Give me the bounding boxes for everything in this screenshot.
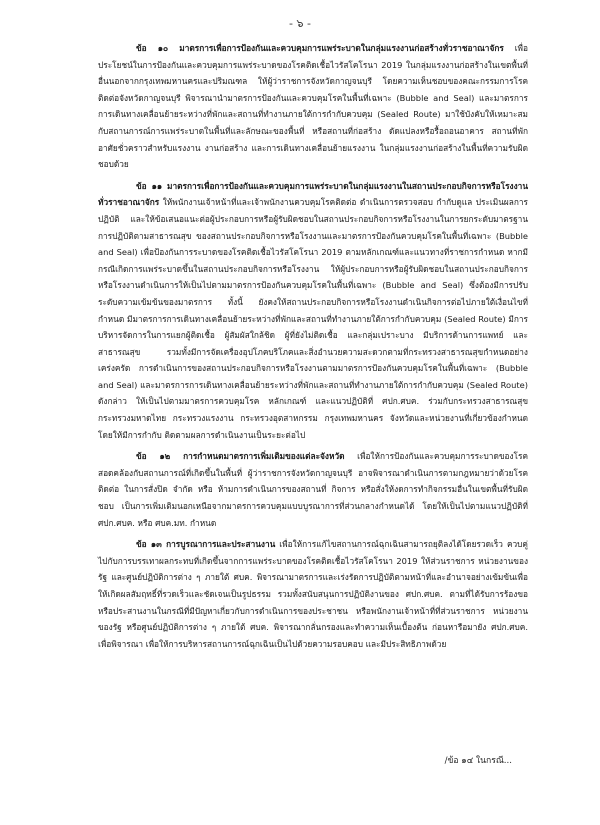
clause-12-heading: ข้อ ๑๒ การกำหนดมาตรการเพิ่มเติมของแต่ละจังหวัด — [136, 451, 345, 462]
clause-10 — [98, 40, 528, 173]
clause-12 — [98, 448, 528, 531]
clause-11-body: ให้พนักงานเจ้าหน้าที่และเจ้าพนักงานควบคุมโรคติดต่อ ดำเนินการตรวจสอบ กำกับดูแล ประเมินผลการปฏิบัติ และให้ข้อเสนอแนะต่อผู้ประกอบการหรือผู้รับผิดชอบในสถานประกอบกิจการหรือโรงงานในการยกระดับมาตรฐานการปฏิบัติตามสาธารณสุข ของสถานประกอบกิจการหรือโรงงานและมาตรการป้องกันควบคุมโรคในพื้นที่เฉพาะ (Bubble and Seal) เพื่อป้องกันการระบาดของโรคติดเชื้อไวรัสโคโรนา 2019 ตามหลักเกณฑ์และแนวทางที่ราชการกำหนด หากมีกรณีเกิดการแพร่ระบาดขึ้นในสถานประกอบกิจการหรือโรงงาน ให้ผู้ประกอบการหรือผู้รับผิดชอบในสถานประกอบกิจการหรือโรงงานดำเนินการให้เป็นไปตามมาตรการป้องกันควบคุมโรคในพื้นที่เฉพาะ (Bubble and Seal) ซึ่งต้องมีการปรับระดับความเข้มข้นของมาตรการ ทั้งนี้ ยังคงให้สถานประกอบกิจการหรือโรงงานดำเนินกิจการต่อไปภายใต้เงื่อนไขที่กำหนด มีมาตรการการเดินทางเคลื่อนย้ายระหว่างที่พักและสถานที่ทำงานภายใต้การกำกับควบคุม (Sealed Route) มีการบริหารจัดการในการแยกผู้ติดเชื้อ ผู้สัมผัสใกล้ชิด ผู้ที่ยังไม่ติดเชื้อ และกลุ่มเปราะบาง มีบริการด้านการแพทย์ และสาธารณสุข รวมทั้งมีการจัดเครื่องอุปโภคบริโภคและสิ่งอำนวยความสะดวกตามที่กระทรวงสาธารณสุขกำหนดอย่างเคร่งครัด การดำเนินการของสถานประกอบกิจการหรือโรงงานตามมาตรการป้องกันควบคุมโรคในพื้นที่เฉพาะ (Bubble and Seal) และมาตรการการเดินทางเคลื่อนย้ายระหว่างที่พักและสถานที่ทำงานภายใต้การกำกับควบคุม (Sealed Route) ดังกล่าว ให้เป็นไปตามมาตรการควบคุมโรค หลักเกณฑ์ และแนวปฏิบัติที่ ศปก.ศบค. ร่วมกับกระทรวงสาธารณสุข กระทรวงมหาดไทย กระทรวงแรงงาน กระทรวงอุตสาหกรรม กรุงเทพมหานคร จังหวัดและหน่วยงานที่เกี่ยวข้องกำหนด โดยให้มีการกำกับ ติดตามผลการดำเนินงานเป็นระยะต่อไป — [98, 197, 528, 440]
continuation-note: /ข้อ ๑๔ ในกรณี... — [444, 756, 512, 766]
clause-10-heading: ข้อ ๑๐ มาตรการเพื่อการป้องกันและควบคุมการแพร่ระบาดในกลุ่มแรงงานก่อสร้างทั่วราชอาณาจักร — [136, 43, 504, 53]
clause-10-body: เพื่อประโยชน์ในการป้องกันและควบคุมการแพร่ระบาดของโรคติดเชื้อไวรัสโคโรนา 2019 ในกลุ่มแรงงานก่อสร้างในเขตพื้นที่อื่นนอกจากกรุงเทพมหานครและปริมณฑล ให้ผู้ว่าราชการจังหวัดกาญจนบุรี โดยความเห็นชอบของคณะกรรมการโรคติดต่อจังหวัดกาญจนบุรี พิจารณานำมาตรการป้องกันและควบคุมโรคในพื้นที่เฉพาะ (Bubble and Seal) และมาตรการการเดินทางเคลื่อนย้ายระหว่างที่พักและสถานที่ทำงานภายใต้การกำกับควบคุม (Sealed Route) มาใช้บังคับให้เหมาะสมกับสถานการณ์การแพร่ระบาดในพื้นที่และลักษณะของพื้นที่ หรือสถานที่ก่อสร้าง ดัดแปลงหรือรื้อถอนอาคาร สถานที่พักอาศัยชั่วคราวสำหรับแรงงาน งานก่อสร้าง และการเดินทางเคลื่อนย้ายแรงงาน ในกลุ่มแรงงานก่อสร้างในพื้นที่ความรับผิดชอบด้วย — [98, 43, 528, 170]
clause-13-body: เพื่อให้การแก้ไขสถานการณ์ฉุกเฉินสามารถยุติลงได้โดยรวดเร็ว ควบคู่ไปกับการบรรเทาผลกระทบที่เกิดขึ้นจากการแพร่ระบาดของโรคติดเชื้อไวรัสโคโรนา 2019 ให้ส่วนราชการ หน่วยงานของรัฐ และศูนย์ปฏิบัติการต่าง ๆ ภายใต้ ศบค. พิจารณามาตรการและเร่งรัดการปฏิบัติตามหน้าที่และอำนาจอย่างเข้มข้นเพื่อให้เกิดผลสัมฤทธิ์ที่รวดเร็วและชัดเจนเป็นรูปธรรม รวมทั้งสนับสนุนการปฏิบัติงานของ ศปก.ศบค. ตามที่ได้รับการร้องขอหรือประสานงานในกรณีที่มีปัญหาเกี่ยวกับการดำเนินการของประชาชน หรือพนักงานเจ้าหน้าที่ที่ส่วนราชการ หน่วยงานของรัฐ หรือศูนย์ปฏิบัติการต่าง ๆ ภายใต้ ศบค. พิจารณากลั่นกรองและทำความเห็นเบื้องต้น ก่อนหารือมายัง ศปก.ศบค. เพื่อพิจารณา เพื่อให้การบริหารสถานการณ์ฉุกเฉินเป็นไปด้วยความรอบคอบ และมีประสิทธิภาพด้วย — [98, 539, 528, 649]
clause-11-heading: ข้อ ๑๑ มาตรการเพื่อการป้องกันและควบคุมการแพร่ระบาดในกลุ่มแรงงานในสถานประกอบกิจการหรือโรงงานทั่วราชอาณาจักร — [98, 180, 528, 208]
clause-11 — [98, 178, 528, 444]
page-number: - ๖ - — [289, 17, 311, 30]
document-body — [98, 40, 528, 657]
clause-13 — [98, 536, 528, 652]
clause-12-body: เพื่อให้การป้องกันและควบคุมการระบาดของโรคสอดคล้องกับสถานการณ์ที่เกิดขึ้นในพื้นที่ ผู้ว่าราชการจังหวัดกาญจนบุรี อาจพิจารณาดำเนินการตามกฎหมายว่าด้วยโรคติดต่อ ในการสั่งปิด จำกัด หรือ ห้ามการดำเนินการของสถานที่ กิจการ หรือสั่งให้งดการทำกิจกรรมอื่นในเขตพื้นที่รับผิดชอบ เป็นการเพิ่มเติมนอกเหนือจากมาตรการควบคุมแบบบูรณาการที่ส่วนกลางกำหนดได้ โดยให้เป็นไปตามแนวปฏิบัติที่ ศปก.ศบค. หรือ ศบค.มท. กำหนด — [98, 451, 529, 528]
clause-13-heading: ข้อ ๑๓ การบูรณาการและประสานงาน — [136, 539, 276, 550]
